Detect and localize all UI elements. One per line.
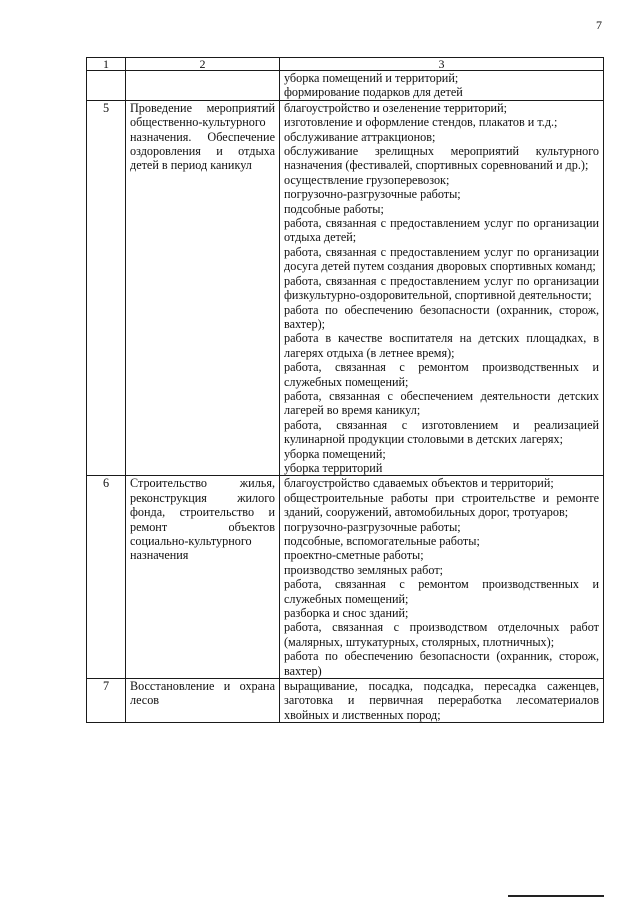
- work-item: общестроительные работы при строительстве и ремонте зданий, сооружений, автомобильных дорог, тротуаров;: [284, 490, 599, 520]
- work-item: работа, связанная с предоставлением услуг по организации отдыха детей;: [284, 216, 599, 245]
- work-item: работа, связанная с производством отделочных работ (малярных, штукатурных, столярных, плотничных);: [284, 620, 599, 649]
- works-list: [280, 679, 604, 723]
- work-item: благоустройство и озеленение территорий;: [284, 100, 507, 115]
- table-row: [87, 71, 604, 101]
- table-row: [87, 100, 604, 476]
- work-item: формирование подарков для детей: [284, 85, 463, 100]
- work-item: погрузочно-разгрузочные работы;: [284, 519, 461, 534]
- work-item: разборка и снос зданий;: [284, 606, 409, 621]
- header-cell-2: 2: [126, 58, 280, 71]
- activity-sphere: Проведение мероприятий общественно-культурного назначения. Обеспечение оздоровления и отдыха детей в период каникул: [126, 100, 280, 476]
- page-number: 7: [596, 18, 602, 32]
- table-row: [87, 679, 604, 723]
- work-item: производство земляных работ;: [284, 562, 444, 577]
- work-item: работа, связанная с ремонтом производственных и служебных помещений;: [284, 577, 599, 606]
- work-item: выращивание, посадка, подсадка, пересадка саженцев, заготовка и первичная переработка лесоматериалов хвойных и лиственных пород;: [284, 679, 599, 722]
- work-item: работа, связанная с обеспечением деятельности детских лагерей во время каникул;: [284, 388, 599, 418]
- work-item: уборка территорий: [284, 460, 383, 475]
- work-item: работа, связанная с изготовлением и реализацией кулинарной продукции столовыми в детских лагерях;: [284, 417, 599, 447]
- work-item: благоустройство сдаваемых объектов и территорий;: [284, 476, 554, 491]
- works-list: [280, 100, 604, 476]
- header-cell-3: 3: [280, 58, 604, 71]
- work-item: уборка помещений;: [284, 446, 386, 461]
- header-cell-1: 1: [87, 58, 126, 71]
- activity-sphere: [126, 71, 280, 101]
- row-number: 6: [87, 476, 126, 679]
- public-works-table: [86, 57, 604, 723]
- work-item: обслуживание зрелищных мероприятий культурного назначения (фестивалей, спортивных соревнований и др.);: [284, 144, 599, 173]
- work-item: погрузочно-разгрузочные работы;: [284, 187, 461, 202]
- row-number: 7: [87, 679, 126, 723]
- work-item: подсобные работы;: [284, 201, 384, 216]
- row-number: 5: [87, 100, 126, 476]
- work-item: работа, связанная с предоставлением услуг по организации физкультурно-оздоровительной, спортивной деятельности;: [284, 273, 599, 303]
- work-item: подсобные, вспомогательные работы;: [284, 534, 480, 548]
- work-item: работа в качестве воспитателя на детских площадках, в лагерях отдыха (в летнее время);: [284, 331, 599, 360]
- row-number: [87, 71, 126, 101]
- work-item: уборка помещений и территорий;: [284, 71, 459, 85]
- work-item: работа, связанная с ремонтом производственных и служебных помещений;: [284, 360, 599, 389]
- work-item: работа, связанная с предоставлением услуг по организации досуга детей путем создания дворовых спортивных команд;: [284, 244, 599, 274]
- works-list: [280, 476, 604, 679]
- table-header-row: [87, 58, 604, 71]
- work-item: проектно-сметные работы;: [284, 548, 424, 563]
- work-item: работа по обеспечению безопасности (охранник, сторож, вахтер);: [284, 302, 599, 331]
- works-list: [280, 71, 604, 101]
- work-item: осуществление грузоперевозок;: [284, 172, 450, 187]
- activity-sphere: Восстановление и охрана лесов: [126, 679, 280, 723]
- bottom-rule: [508, 895, 604, 897]
- work-item: изготовление и оформление стендов, плакатов и т.д.;: [284, 115, 558, 130]
- table-row: [87, 476, 604, 679]
- work-item: работа по обеспечению безопасности (охранник, сторож, вахтер): [284, 649, 599, 678]
- work-item: обслуживание аттракционов;: [284, 129, 436, 144]
- activity-sphere: Строительство жилья, реконструкция жилого фонда, строительство и ремонт объектов социально-культурного назначения: [126, 476, 280, 679]
